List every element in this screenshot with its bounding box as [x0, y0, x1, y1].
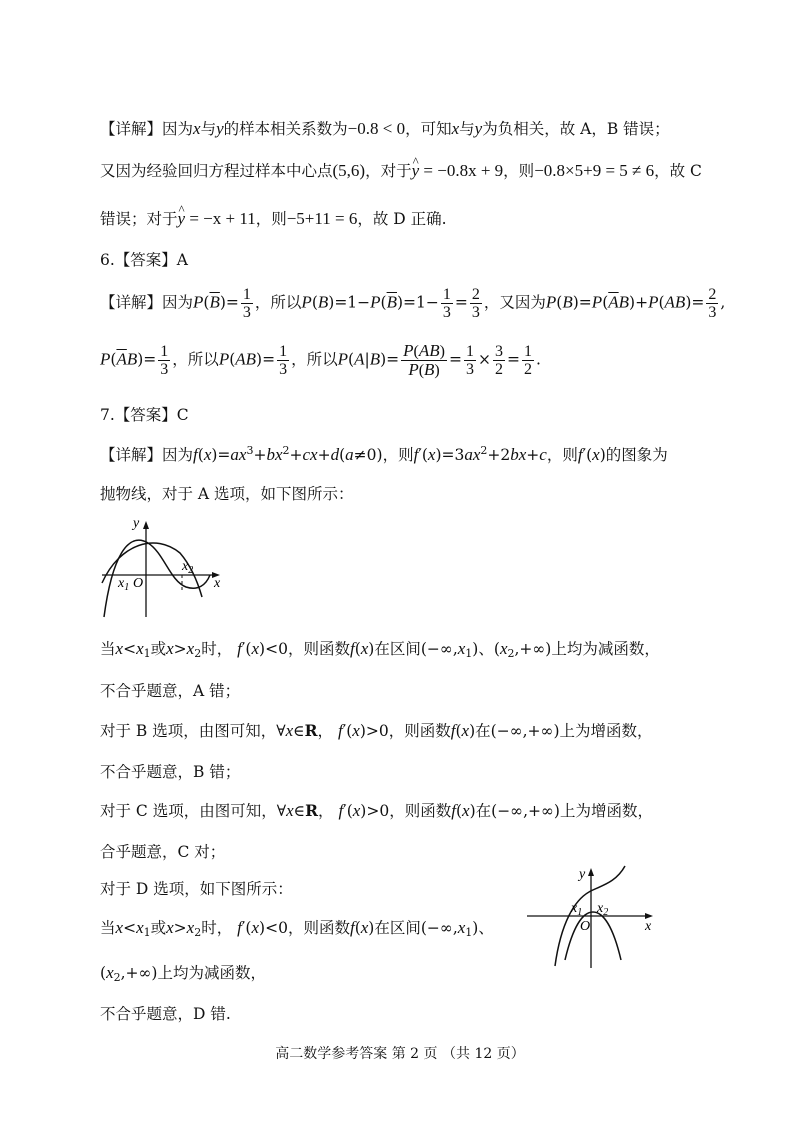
q7-line-12: 不合乎题意，D 错.: [100, 1005, 231, 1023]
q7-line-8: 合乎题意，C 对；: [100, 843, 226, 861]
q6-line-1: 【详解】因为$P(\overline{B})=$ $\frac{1}{3}$ ，所以$P(B)=1-P(\overline{B})=1-$ $\frac{1}{3}$ = $\frac{2}{3}$ ，又因为$P(B)=P(\overline{A}B)+P(AB)=$ $\frac{2}{3}$ ,: [100, 286, 726, 321]
origin-label: O: [580, 919, 591, 934]
q5-line-3: 错误；对于^ y = −x + 11，则−5+11 = 6，故 D 正确.: [100, 208, 447, 230]
q5-line-2: 又因为经验回归方程过样本中心点(5,6)，对于^ y = −0.8x + 9，则−0.8×5+9 = 5 ≠ 6，故 C: [100, 160, 702, 182]
q7-line-7: 对于 C 选项，由图可知，∀x∈R， f′(x)>0，则函数f(x)在(−∞,+∞)上为增函数，: [100, 801, 653, 820]
q7-line-6: 不合乎题意，B 错；: [100, 763, 241, 781]
q7-line-3: 当$x<x_1$或$x>x_2$时， f′(x)<0，则函数f(x)在区间$(-\infty,x_1)$、$(x_2,+\infty)$上均为减函数，: [100, 639, 660, 660]
y-axis-label: y: [133, 516, 140, 531]
parabola-curve: [565, 912, 621, 960]
origin-label: O: [133, 576, 144, 591]
x2-label: $x_2$: [597, 901, 609, 918]
x1-label: $x_1$: [571, 901, 583, 918]
q7-heading: 7.【答案】C: [100, 406, 189, 424]
graph-option-d: [525, 862, 665, 972]
q7-line-2: 抛物线，对于 A 选项，如下图所示：: [100, 485, 354, 503]
q6-heading: 6.【答案】A: [100, 251, 188, 269]
x-axis-label: x: [645, 919, 652, 934]
q7-line-5: 对于 B 选项，由图可知，∀x∈R， f′(x)>0，则函数f(x)在(−∞,+∞)上为增函数，: [100, 721, 653, 740]
q7-line-11: $(x_2,+\infty)$上均为减函数，: [100, 963, 266, 984]
q7-line-9: 对于 D 选项，如下图所示：: [100, 880, 293, 898]
q7-line-4: 不合乎题意，A 错；: [100, 682, 241, 700]
page-footer: 高二数学参考答案 第 2 页 （共 12 页）: [275, 1046, 525, 1062]
y-axis-arrow: [588, 868, 594, 876]
q5-line-1: 【详解】因为x与y的样本相关系数为−0.8 < 0，可知x与y为负相关，故 A，B 错误；: [100, 119, 670, 138]
x-axis-label: x: [214, 576, 221, 591]
y-axis-arrow: [143, 521, 149, 529]
x1-label: $x_1$: [118, 576, 130, 593]
y-axis-label: y: [579, 867, 586, 882]
q6-line-2: $P(\overline{A}B)=$ $\frac{1}{3}$ ，所以P(AB)= $\frac{1}{3}$ ，所以P(A|B)= $\frac{P(AB)}{P(B)}$ = $\frac{1}{3}$ × $\frac{3}{2}$ = $\frac{1}{2}$ .: [100, 341, 541, 379]
q7-line-1: 【详解】因为$f(x)=ax^3+bx^2+cx+d(a\ne 0)$，则$f'(x)=3ax^2+2bx+c$，则f′(x)的图象为: [100, 444, 668, 464]
q7-line-10: 当$x<x_1$或$x>x_2$时， f′(x)<0，则函数f(x)在区间$(-\infty,x_1)$、: [100, 918, 494, 939]
graph-option-a: [98, 513, 228, 620]
x2-label: $x_2$: [182, 559, 194, 576]
